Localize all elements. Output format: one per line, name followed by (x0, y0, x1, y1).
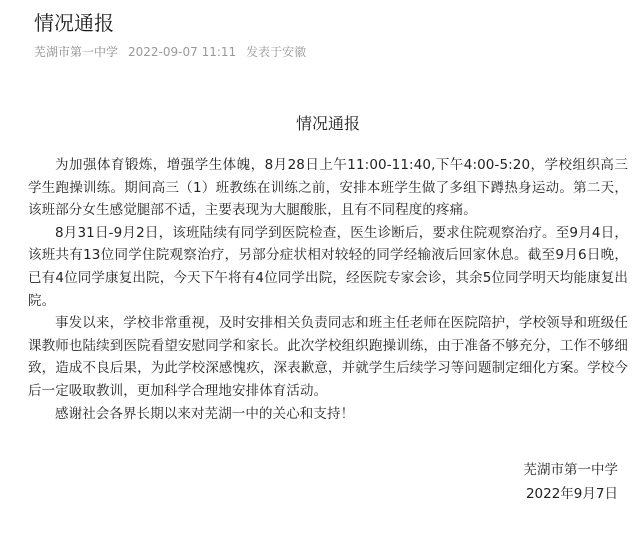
document-title: 情况通报 (295, 114, 360, 133)
paragraph-2: 8月31日-9月2日，该班陆续有同学到医院检查，医生诊断后，要求住院观察治疗。至9月4日，该班共有13位同学住院观察治疗，另部分症状相对较轻的同学经输液后回家休息。截至9月6日晚，已有4位同学康复出院，今天下午将有4位同学出院，经医院专家会诊，其余5位同学明天均能康复出院。 (28, 224, 628, 309)
post-meta (34, 44, 306, 60)
paragraph-1: 为加强体育锻炼，增强学生体魄，8月28日上午11:00-11:40,下午4:00-5:20，学校组织高三学生跑操训练。期间高三（1）班教练在训练之前，安排本班学生做了多组下蹲热身运动。第二天，该班部分女生感觉腿部不适，主要表现为大腿酸胀，且有不同程度的疼痛。 (28, 157, 628, 219)
paragraph-list (28, 154, 628, 425)
paragraph-4: 感谢社会各界长期以来对芜湖一中的关心和支持！ (55, 405, 355, 422)
signature-org: 芜湖市第一中学 (523, 462, 618, 478)
signature-block (524, 458, 619, 506)
page-title: 情况通报 (34, 11, 114, 35)
author-name[interactable]: 芜湖市第一中学 (34, 45, 119, 59)
post-header (0, 0, 640, 80)
post-timestamp: 2022-09-07 11:11 (128, 45, 237, 59)
signature-date: 2022年9月7日 (525, 486, 618, 502)
post-location: 发表于安徽 (246, 45, 307, 59)
paragraph-3: 事发以来，学校非常重视，及时安排相关负责同志和班主任老师在医院陪护，学校领导和班级任课教师也陆续到医院看望安慰同学和家长。此次学校组织跑操训练，由于准备不够充分，工作不够细致，造成不良后果，为此学校深感愧疚，深表歉意，并就学生后续学习等问题制定细化方案。学校今后一定吸取教训，更加科学合理地安排体育活动。 (28, 315, 628, 399)
